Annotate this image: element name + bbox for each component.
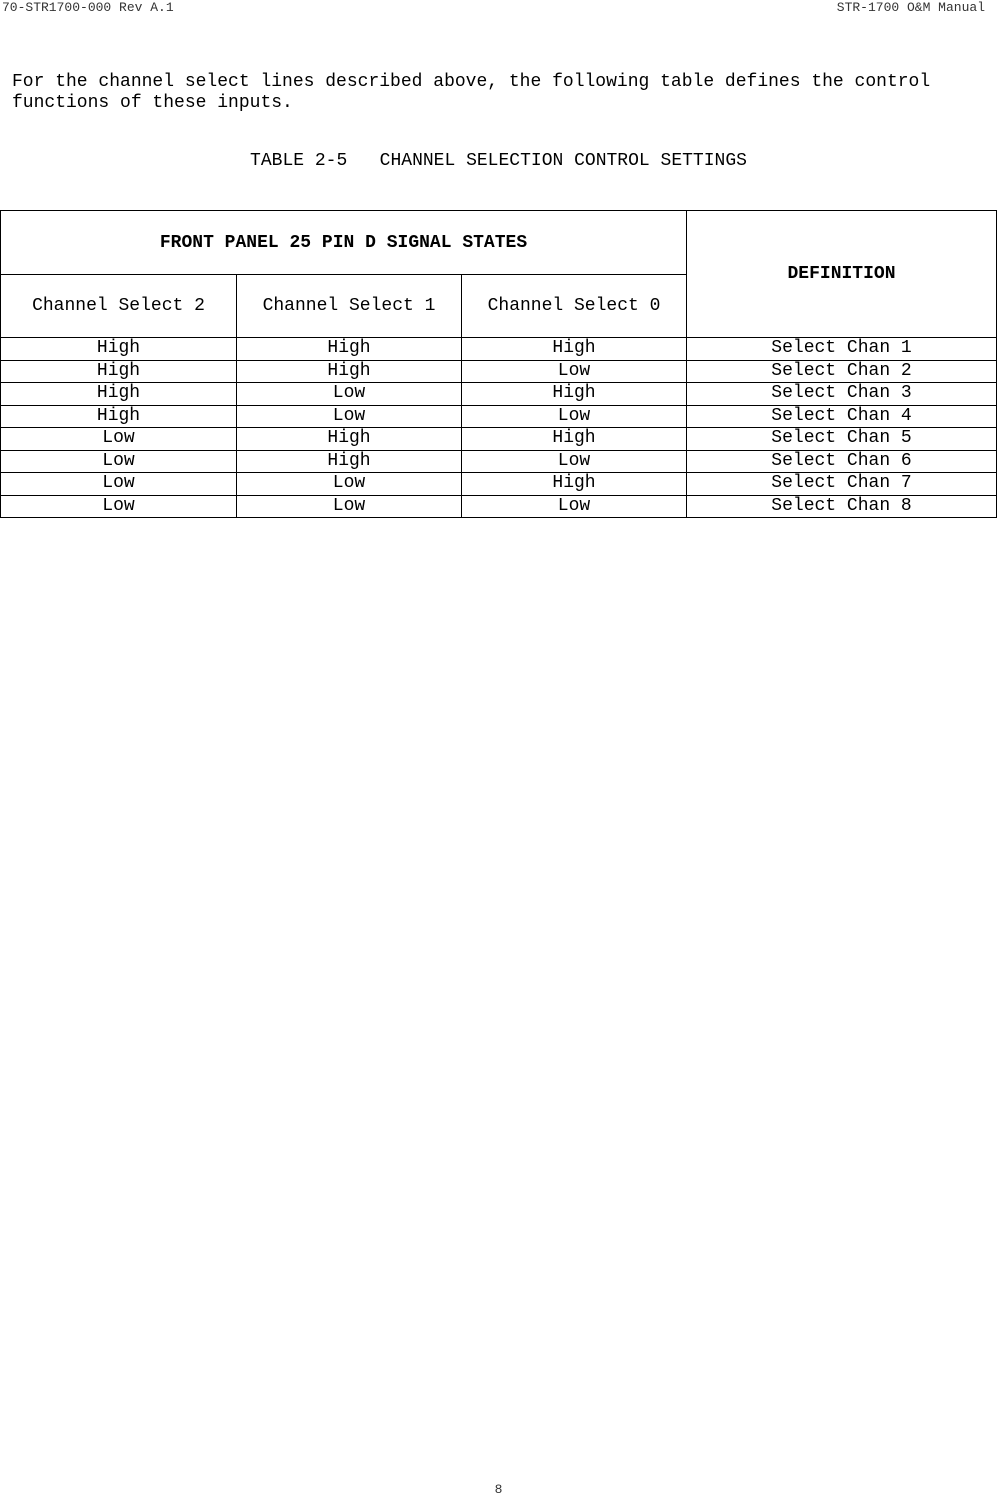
- table-cell: Select Chan 1: [687, 338, 997, 361]
- table-cell: High: [1, 360, 237, 383]
- table-row: [1, 428, 997, 451]
- table-cell: Low: [462, 495, 687, 518]
- table-cell: High: [237, 338, 462, 361]
- channel-selection-table: [0, 210, 997, 518]
- table-cell: Low: [462, 450, 687, 473]
- table-cell: Select Chan 8: [687, 495, 997, 518]
- table-row: [1, 450, 997, 473]
- table-cell: High: [1, 405, 237, 428]
- table-cell: Low: [237, 383, 462, 406]
- table-cell: High: [1, 383, 237, 406]
- table-row: [1, 338, 997, 361]
- table-cell: High: [462, 473, 687, 496]
- document-id: 70-STR1700-000 Rev A.1: [2, 0, 174, 15]
- table-cell: Low: [1, 473, 237, 496]
- table-cell: High: [237, 428, 462, 451]
- table-cell: Low: [237, 473, 462, 496]
- column-header-channel-select-0: Channel Select 0: [462, 275, 687, 338]
- table-group-header-row: [1, 211, 997, 275]
- table-row: [1, 473, 997, 496]
- table-cell: Low: [1, 428, 237, 451]
- table-cell: Low: [462, 405, 687, 428]
- column-header-channel-select-2: Channel Select 2: [1, 275, 237, 338]
- table-cell: High: [237, 360, 462, 383]
- column-header-channel-select-1: Channel Select 1: [237, 275, 462, 338]
- definition-header: DEFINITION: [687, 211, 997, 338]
- table-cell: Select Chan 2: [687, 360, 997, 383]
- table-caption: TABLE 2-5 CHANNEL SELECTION CONTROL SETTINGS: [250, 151, 747, 171]
- table-cell: High: [462, 428, 687, 451]
- table-row: [1, 495, 997, 518]
- table-cell: Low: [237, 405, 462, 428]
- table-cell: High: [1, 338, 237, 361]
- table-cell: Select Chan 6: [687, 450, 997, 473]
- table-cell: Select Chan 3: [687, 383, 997, 406]
- table-row: [1, 383, 997, 406]
- table-cell: High: [237, 450, 462, 473]
- intro-paragraph: For the channel select lines described above, the following table defines the control functions of these inputs.: [12, 72, 931, 113]
- table-cell: Select Chan 7: [687, 473, 997, 496]
- table-cell: Low: [1, 495, 237, 518]
- table-cell: Low: [1, 450, 237, 473]
- table-cell: High: [462, 338, 687, 361]
- manual-title: STR-1700 O&M Manual: [836, 0, 985, 15]
- page-number: 8: [494, 1482, 503, 1497]
- table-cell: Low: [237, 495, 462, 518]
- signal-states-header: FRONT PANEL 25 PIN D SIGNAL STATES: [1, 211, 687, 275]
- table-row: [1, 405, 997, 428]
- table-cell: Select Chan 4: [687, 405, 997, 428]
- table-cell: Low: [462, 360, 687, 383]
- table-cell: Select Chan 5: [687, 428, 997, 451]
- table-cell: High: [462, 383, 687, 406]
- table-row: [1, 360, 997, 383]
